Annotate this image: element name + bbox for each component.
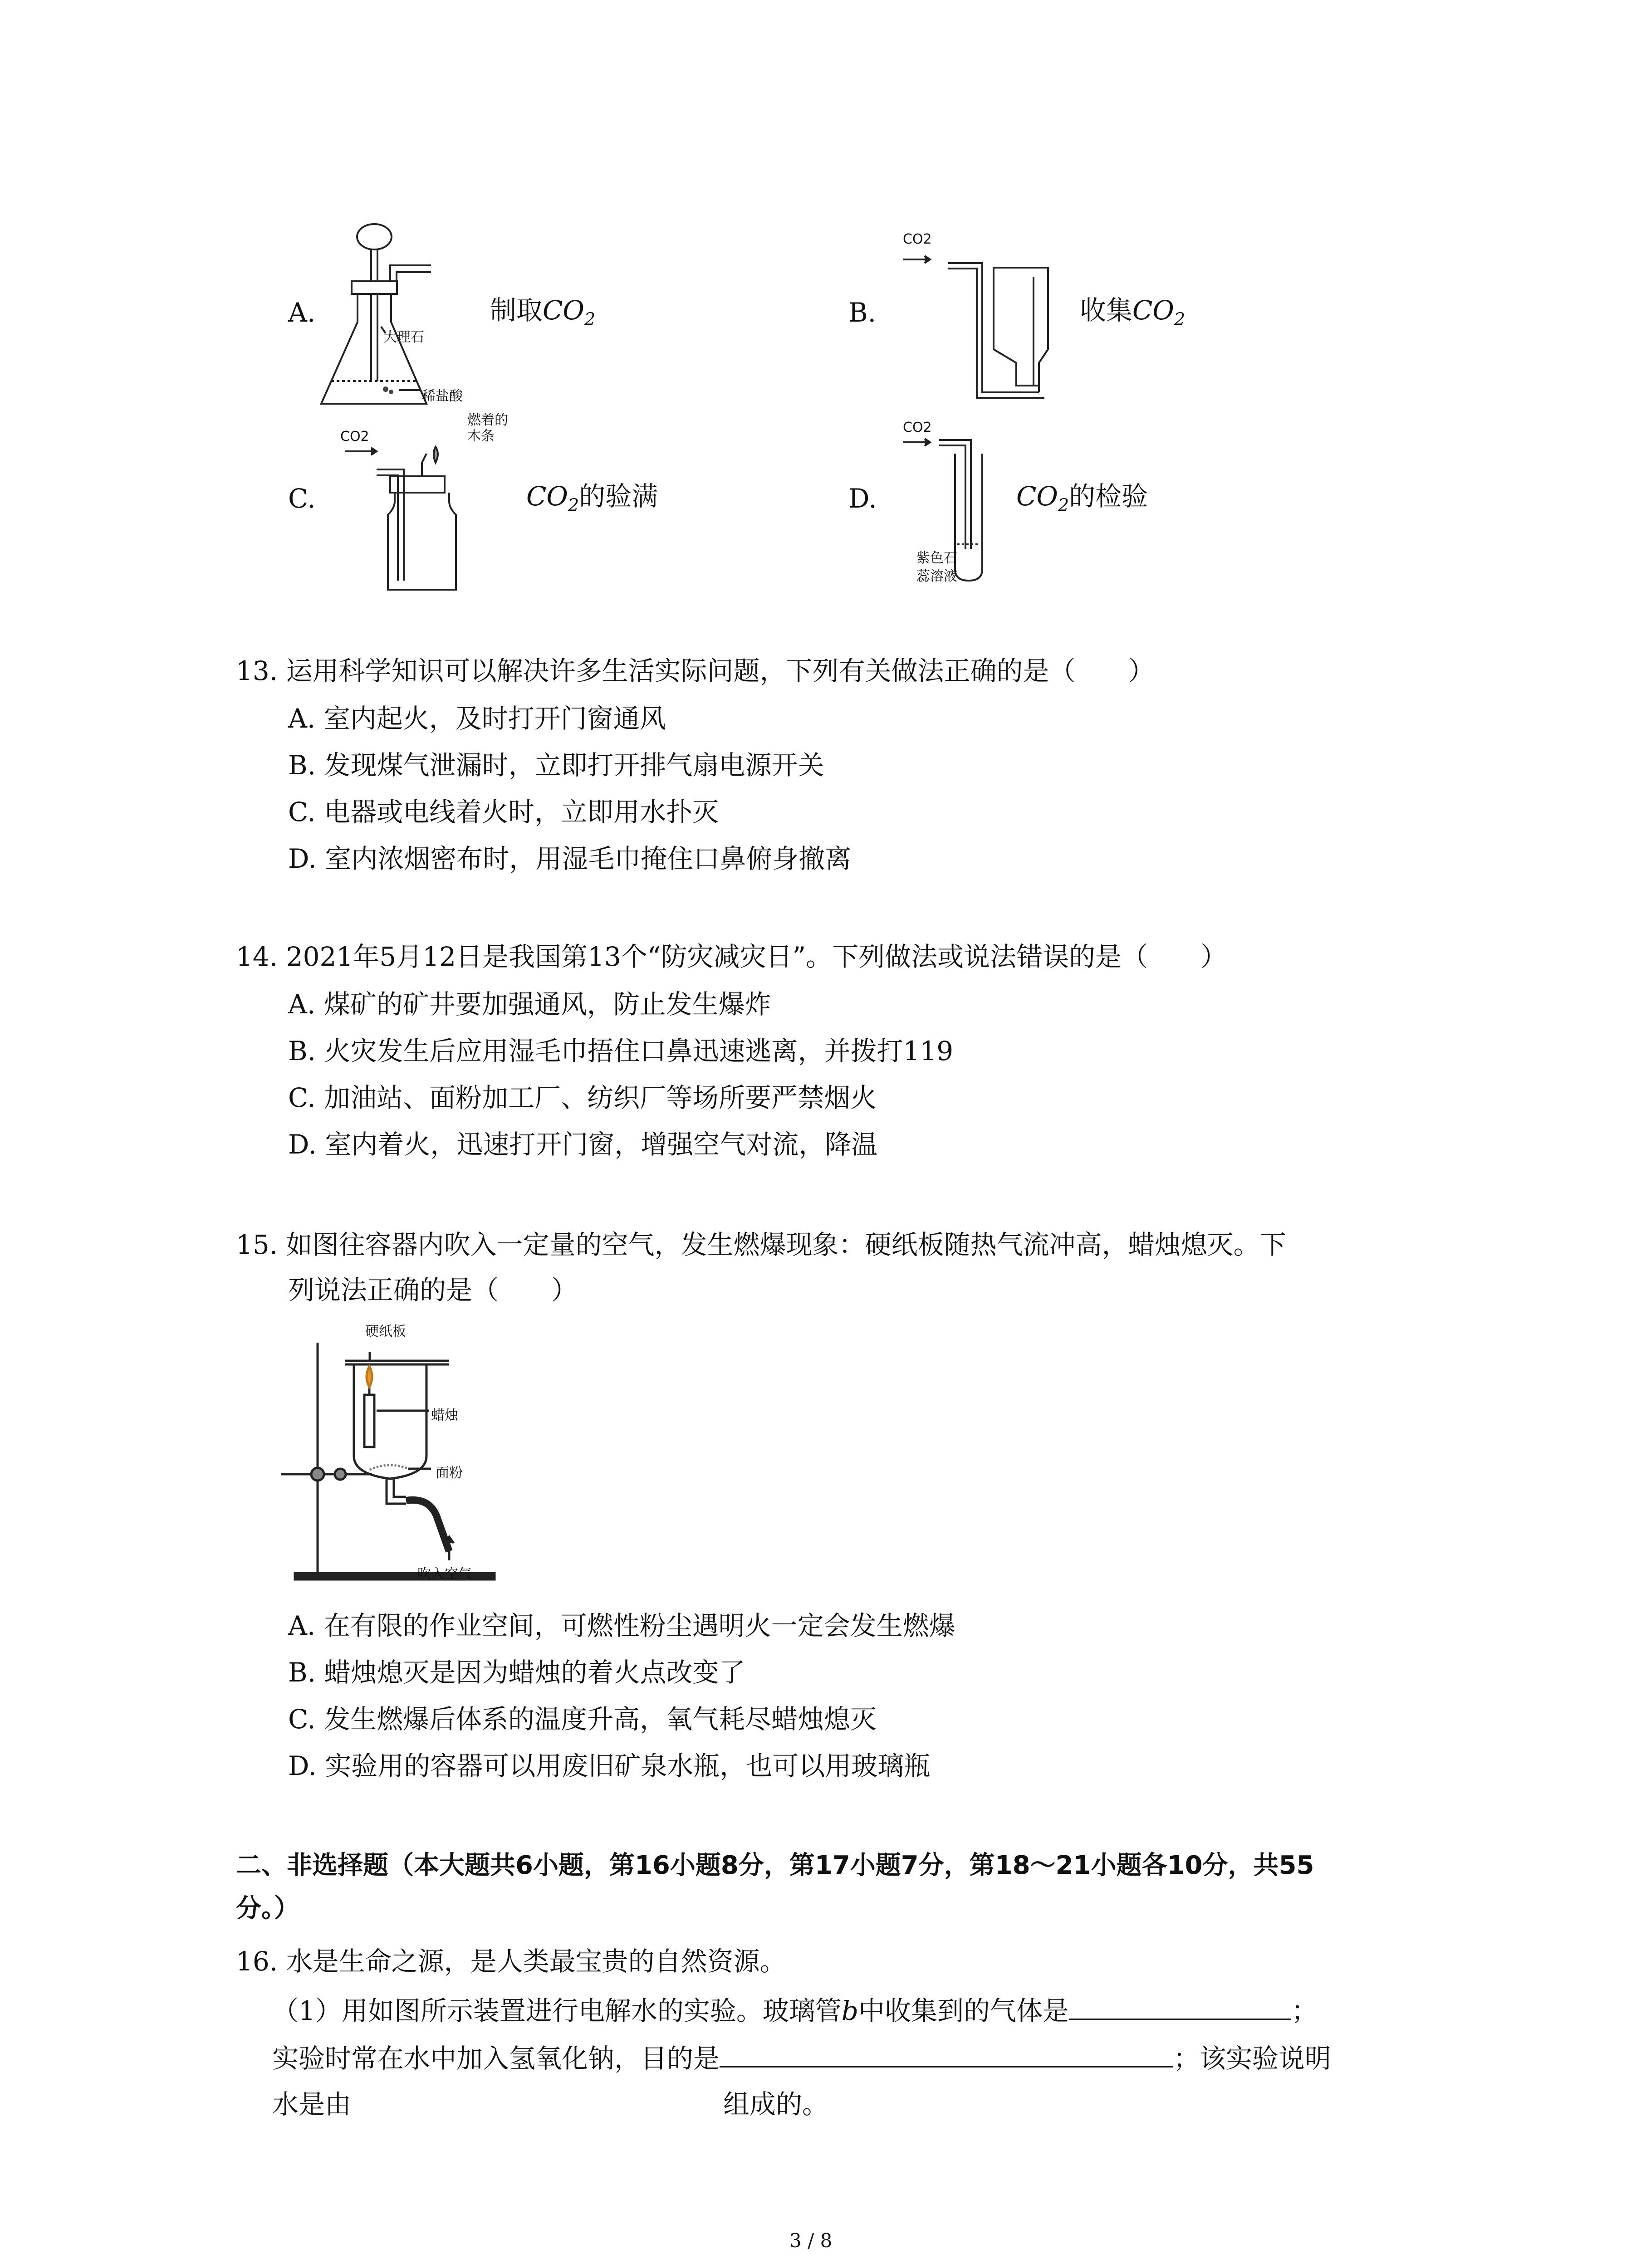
q15-stem-line2: 列说法正确的是（ ） [288,1275,578,1305]
q16-part1-line3: 水是由 组成的。 [272,2089,829,2120]
co2-label-d: CO2 [903,420,932,435]
q12-option-c-letter: C. [288,483,316,514]
q15-option-b: B. 蜡烛熄灭是因为蜡烛的着火点改变了 [288,1657,745,1688]
dust-explosion-apparatus-diagram [281,1325,572,1592]
candle-label: 蜡烛 [431,1408,458,1423]
air-label: 吹入空气 [417,1566,472,1582]
co2-label-c: CO2 [340,429,369,445]
q15-option-a: A. 在有限的作业空间，可燃性粉尘遇明火一定会发生燃爆 [288,1610,955,1641]
q14-option-b: B. 火灾发生后应用湿毛巾捂住口鼻迅速逃离，并拨打119 [288,1036,954,1066]
q12-option-b-text: 收集$CO_2$ [1080,295,1185,329]
q12-option-a-letter: A. [288,297,316,328]
q12-option-d-letter: D. [848,483,877,514]
q14-option-c: C. 加油站、面粉加工厂、纺织厂等场所要严禁烟火 [288,1082,877,1113]
q14-option-d: D. 室内着火，迅速打开门窗，增强空气对流，降温 [288,1129,878,1160]
q12-option-b-letter: B. [848,297,877,328]
co2-label-b: CO2 [903,231,932,247]
board-label: 硬纸板 [365,1324,406,1339]
gas-full-test-diagram [345,445,490,599]
page-number: 3 / 8 [789,2229,833,2252]
q12-option-c-text: $CO_2$的验满 [526,481,658,515]
q13-option-c: C. 电器或电线着火时，立即用水扑灭 [288,797,719,827]
burning-stick-label: 燃着的木条 [467,412,508,444]
q13-stem: 13. 运用科学知识可以解决许多生活实际问题，下列有关做法正确的是（ ） [236,655,1155,686]
q14-stem: 14. 2021年5月12日是我国第13个“防灾减灾日”。下列做法或说法错误的是（ ） [236,941,1227,972]
q15-option-c: C. 发生燃爆后体系的温度升高，氧气耗尽蜡烛熄灭 [288,1704,877,1735]
q14-option-a: A. 煤矿的矿井要加强通风，防止发生爆炸 [288,989,771,1020]
q13-option-d: D. 室内浓烟密布时，用湿毛巾掩住口鼻俯身撤离 [288,843,852,874]
q16-part1-line2: 实验时常在水中加入氢氧化钠，目的是 ；该实验说明 [272,2043,1332,2074]
litmus-label-1: 紫色石 [916,550,957,566]
q16-stem: 16. 水是生命之源，是人类最宝贵的自然资源。 [236,1946,786,1977]
q16-part1-line1: （1）用如图所示装置进行电解水的实验。玻璃管b中收集到的气体是 ； [272,1995,1318,2026]
q12-option-d-text: $CO_2$的检验 [1016,481,1148,515]
answer-blank-gas-b[interactable] [1069,1996,1291,2020]
answer-blank-naoh-purpose[interactable] [720,2043,1173,2068]
section2-heading-line1: 二、非选择题（本大题共6小题，第16小题8分，第17小题7分，第18～21小题各10分，共55 [236,1851,1314,1880]
q12-option-a-text: 制取$CO_2$ [490,295,596,329]
acid-label: 稀盐酸 [422,388,463,404]
gas-generation-apparatus-diagram [318,218,508,417]
gas-collection-bottle-diagram [903,249,1066,399]
marble-label: 大理石 [383,329,424,345]
q13-option-a: A. 室内起火，及时打开门窗通风 [288,703,666,734]
flour-label: 面粉 [436,1465,463,1481]
section2-heading-line2: 分。） [236,1894,299,1923]
q15-option-d: D. 实验用的容器可以用废旧矿泉水瓶，也可以用玻璃瓶 [288,1750,931,1781]
litmus-label-2: 蕊溶液 [916,568,957,584]
q13-option-b: B. 发现煤气泄漏时，立即打开排气扇电源开关 [288,750,824,781]
q15-stem-line1: 15. 如图往容器内吹入一定量的空气，发生燃爆现象：硬纸板随热气流冲高，蜡烛熄灭。下 [236,1229,1286,1260]
